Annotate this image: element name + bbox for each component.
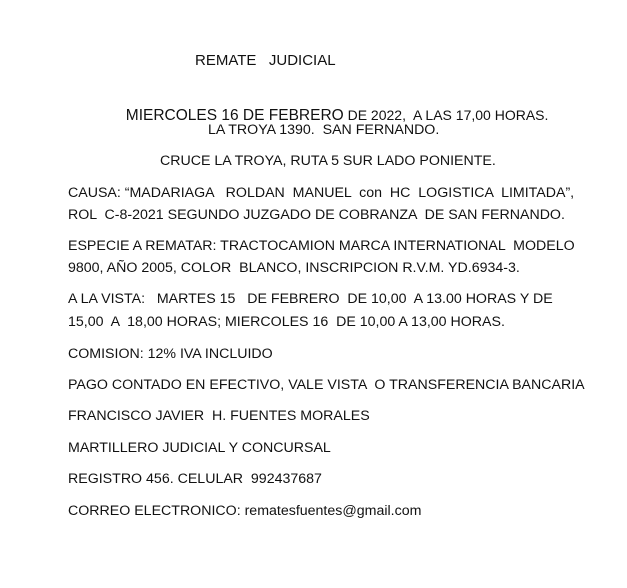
auction-address: LA TROYA 1390. SAN FERNANDO.	[208, 122, 440, 138]
comision-line: COMISION: 12% IVA INCLUIDO	[68, 346, 273, 362]
auction-date-rest: DE 2022, A LAS 17,00 HORAS.	[343, 107, 549, 123]
auction-crossing: CRUCE LA TROYA, RUTA 5 SUR LADO PONIENTE.	[160, 153, 496, 169]
vista-line-1: A LA VISTA: MARTES 15 DE FEBRERO DE 10,00 A 13.00 HORAS Y DE	[68, 291, 553, 307]
auctioneer-title: MARTILLERO JUDICIAL Y CONCURSAL	[68, 440, 331, 456]
especie-line-2: 9800, AÑO 2005, COLOR BLANCO, INSCRIPCION R.V.M. YD.6934-3.	[68, 260, 520, 276]
auctioneer-name: FRANCISCO JAVIER H. FUENTES MORALES	[68, 408, 370, 424]
auction-date-main: MIERCOLES 16 DE FEBRERO	[125, 107, 344, 124]
vista-line-2: 15,00 A 18,00 HORAS; MIERCOLES 16 DE 10,00 A 13,00 HORAS.	[68, 314, 505, 330]
notice-title: REMATE JUDICIAL	[195, 52, 336, 69]
registro-celular-line: REGISTRO 456. CELULAR 992437687	[68, 471, 322, 487]
especie-line-1: ESPECIE A REMATAR: TRACTOCAMION MARCA INTERNATIONAL MODELO	[68, 238, 575, 254]
causa-line-2: ROL C-8-2021 SEGUNDO JUZGADO DE COBRANZA DE SAN FERNANDO.	[68, 207, 565, 223]
pago-line: PAGO CONTADO EN EFECTIVO, VALE VISTA O TRANSFERENCIA BANCARIA	[68, 377, 585, 393]
causa-line-1: CAUSA: “MADARIAGA ROLDAN MANUEL con HC LOGISTICA LIMITADA”,	[68, 185, 575, 201]
email-line: CORREO ELECTRONICO: rematesfuentes@gmail.com	[68, 503, 422, 519]
